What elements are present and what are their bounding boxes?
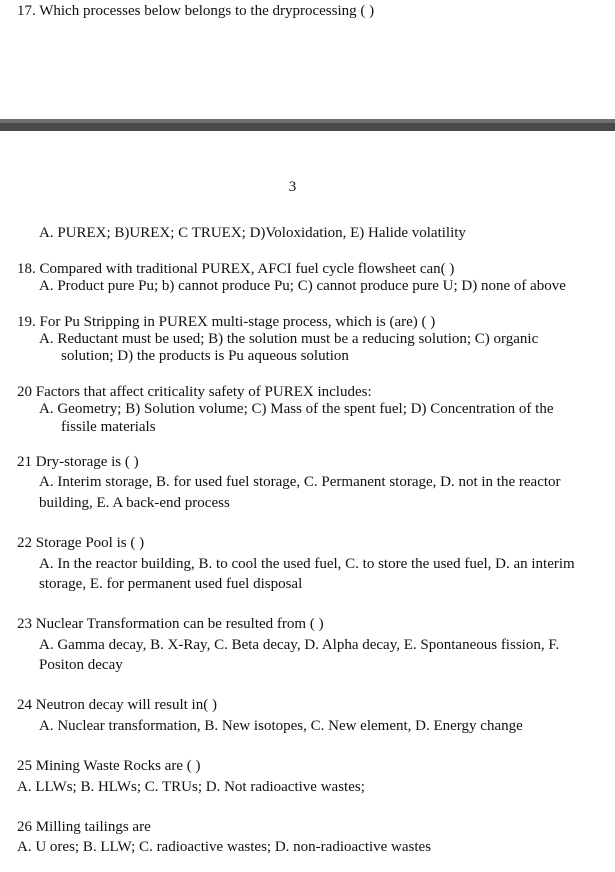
question-21: 21 Dry-storage is ( ): [17, 454, 139, 470]
question-23-options-line-2: Positon decay: [39, 657, 123, 673]
question-22-options-line-2: storage, E. for permanent used fuel disposal: [39, 576, 303, 592]
question-17-options: A. PUREX; B)UREX; C TRUEX; D)Voloxidation, E) Halide volatility: [39, 225, 466, 241]
question-25: 25 Mining Waste Rocks are ( ): [17, 758, 201, 774]
question-24: 24 Neutron decay will result in( ): [17, 697, 217, 713]
question-20: 20 Factors that affect criticality safety of PUREX includes:: [17, 384, 372, 400]
question-23-options-line-1: A. Gamma decay, B. X-Ray, C. Beta decay, D. Alpha decay, E. Spontaneous fission, F.: [39, 637, 560, 653]
question-18: 18. Compared with traditional PUREX, AFCI fuel cycle flowsheet can( ): [17, 261, 455, 277]
question-21-options-line-1: A. Interim storage, B. for used fuel storage, C. Permanent storage, D. not in the reactor: [39, 474, 561, 490]
page-number: 3: [288, 179, 297, 195]
question-24-options: A. Nuclear transformation, B. New isotopes, C. New element, D. Energy change: [39, 718, 523, 734]
question-25-options: A. LLWs; B. HLWs; C. TRUs; D. Not radioactive wastes;: [17, 779, 365, 795]
question-20-options-line-2: fissile materials: [61, 419, 156, 435]
question-20-options-line-1: A. Geometry; B) Solution volume; C) Mass of the spent fuel; D) Concentration of the: [39, 401, 554, 417]
page-break-divider: [0, 119, 615, 131]
question-19: 19. For Pu Stripping in PUREX multi-stage process, which is (are) ( ): [17, 314, 436, 330]
question-26: 26 Milling tailings are: [17, 819, 151, 835]
question-26-options: A. U ores; B. LLW; C. radioactive wastes; D. non-radioactive wastes: [17, 839, 432, 855]
question-19-options-line-1: A. Reductant must be used; B) the solution must be a reducing solution; C) organic: [39, 331, 539, 347]
question-19-options-line-2: solution; D) the products is Pu aqueous solution: [61, 348, 349, 364]
question-22: 22 Storage Pool is ( ): [17, 535, 145, 551]
question-18-options: A. Product pure Pu; b) cannot produce Pu; C) cannot produce pure U; D) none of above: [39, 278, 566, 294]
question-17: 17. Which processes below belongs to the dryprocessing ( ): [17, 3, 375, 19]
question-23: 23 Nuclear Transformation can be resulted from ( ): [17, 616, 324, 632]
question-22-options-line-1: A. In the reactor building, B. to cool the used fuel, C. to store the used fuel, D. an interim: [39, 556, 575, 572]
question-21-options-line-2: building, E. A back-end process: [39, 495, 230, 511]
